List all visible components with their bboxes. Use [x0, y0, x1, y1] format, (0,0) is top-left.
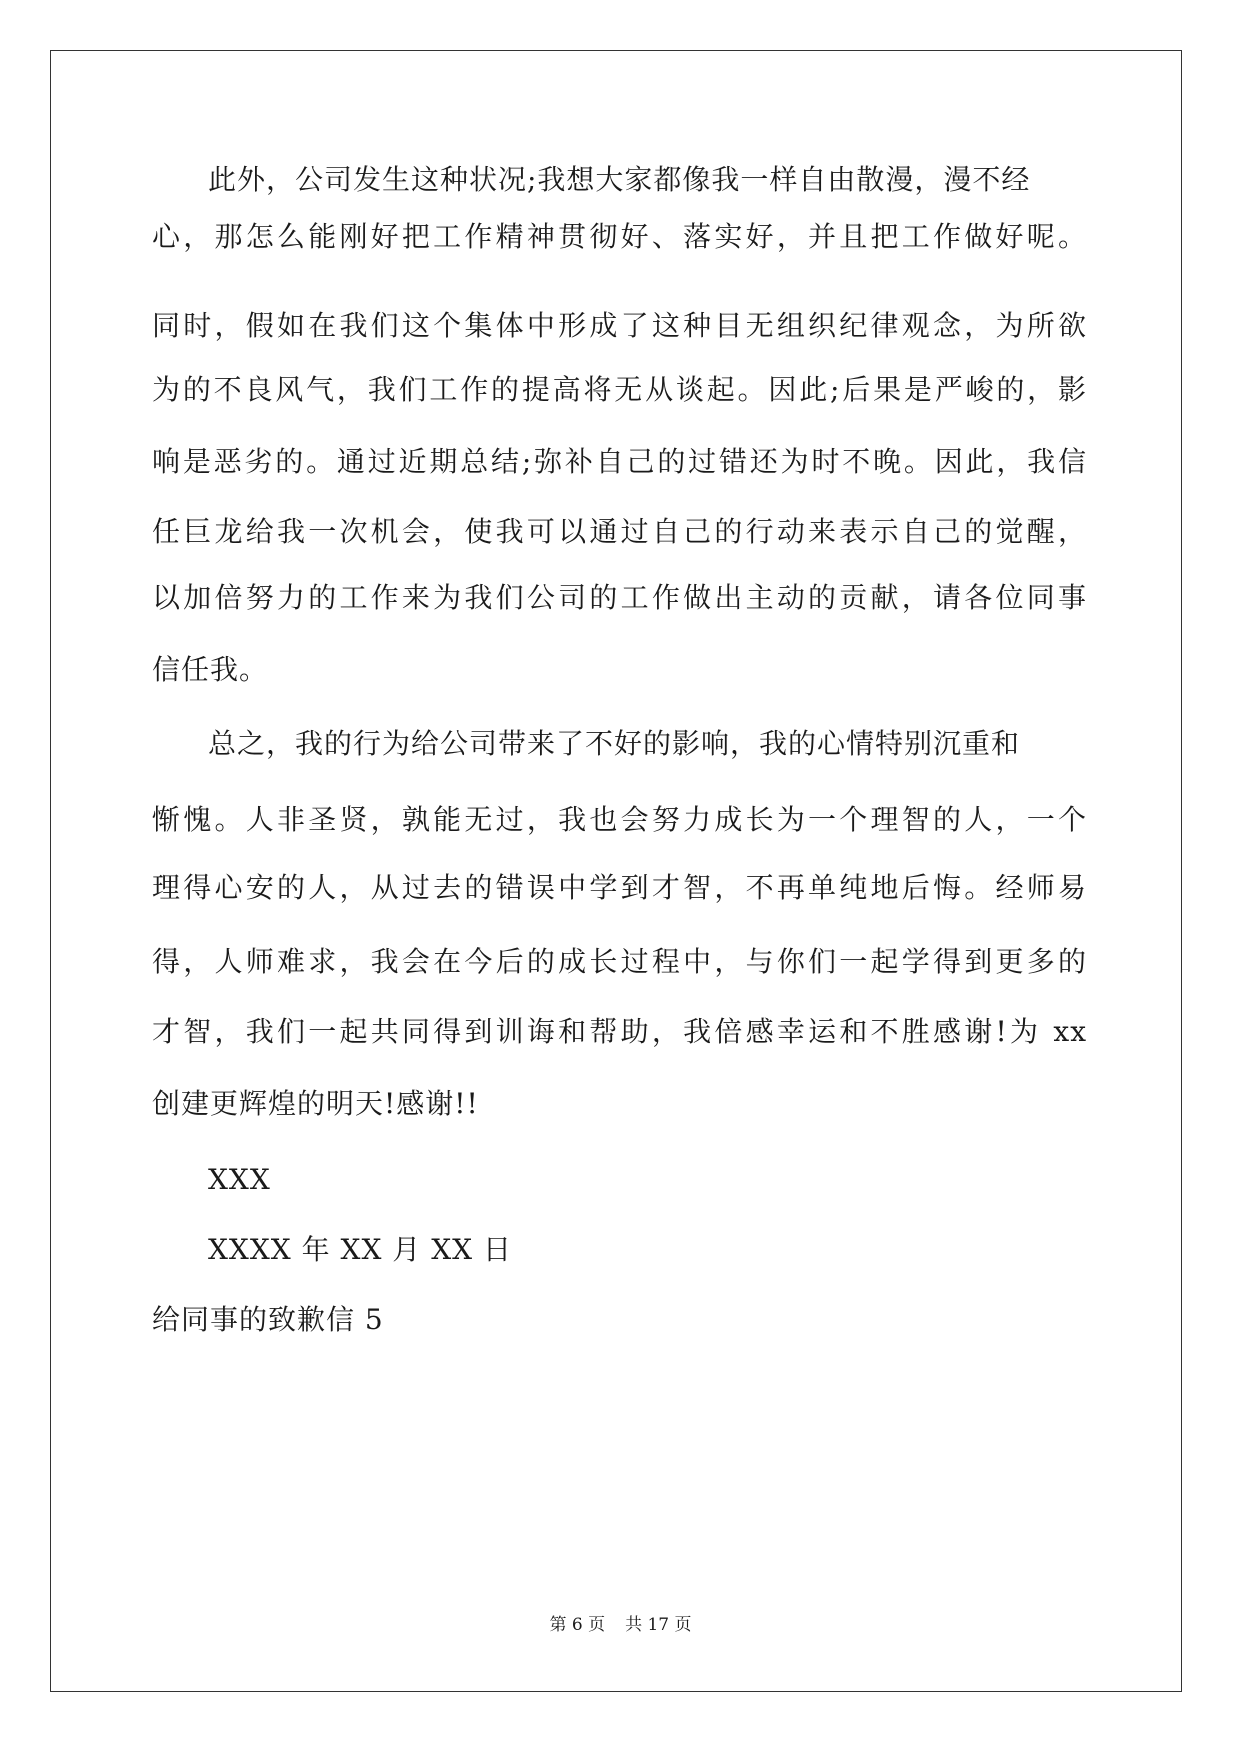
paragraph-line: 得，人师难求，我会在今后的成长过程中，与你们一起学得到更多的 [152, 945, 1087, 978]
paragraph-line: 创建更辉煌的明天!感谢!! [152, 1087, 479, 1120]
paragraph-line: 以加倍努力的工作来为我们公司的工作做出主动的贡献，请各位同事 [152, 581, 1087, 614]
page-total: 共 17 页 [625, 1615, 692, 1635]
page-footer [0, 1613, 1241, 1637]
paragraph-line: 为的不良风气，我们工作的提高将无从谈起。因此;后果是严峻的，影 [152, 373, 1087, 406]
paragraph-line: 心，那怎么能刚好把工作精神贯彻好、落实好，并且把工作做好呢。 [152, 220, 1087, 253]
paragraph-line: 此外，公司发生这种状况;我想大家都像我一样自由散漫，漫不经 [208, 163, 1031, 196]
paragraph-line: 任巨龙给我一次机会，使我可以通过自己的行动来表示自己的觉醒， [152, 515, 1087, 548]
paragraph-line: 信任我。 [152, 653, 269, 686]
section-heading: 给同事的致歉信 5 [152, 1303, 384, 1336]
paragraph-line: 惭愧。人非圣贤，孰能无过，我也会努力成长为一个理智的人，一个 [152, 803, 1087, 836]
date: XXXX 年 XX 月 XX 日 [208, 1233, 512, 1266]
paragraph-line: 响是恶劣的。通过近期总结;弥补自己的过错还为时不晚。因此，我信 [152, 445, 1087, 478]
paragraph-line: 总之，我的行为给公司带来了不好的影响，我的心情特别沉重和 [208, 727, 1021, 760]
paragraph-line: 理得心安的人，从过去的错误中学到才智，不再单纯地后悔。经师易 [152, 871, 1087, 904]
signature: XXX [208, 1163, 271, 1196]
page-number: 第 6 页 [549, 1615, 606, 1635]
paragraph-line: 同时，假如在我们这个集体中形成了这种目无组织纪律观念，为所欲 [152, 309, 1087, 342]
paragraph-line: 才智，我们一起共同得到训诲和帮助，我倍感幸运和不胜感谢!为 xx [152, 1015, 1087, 1048]
